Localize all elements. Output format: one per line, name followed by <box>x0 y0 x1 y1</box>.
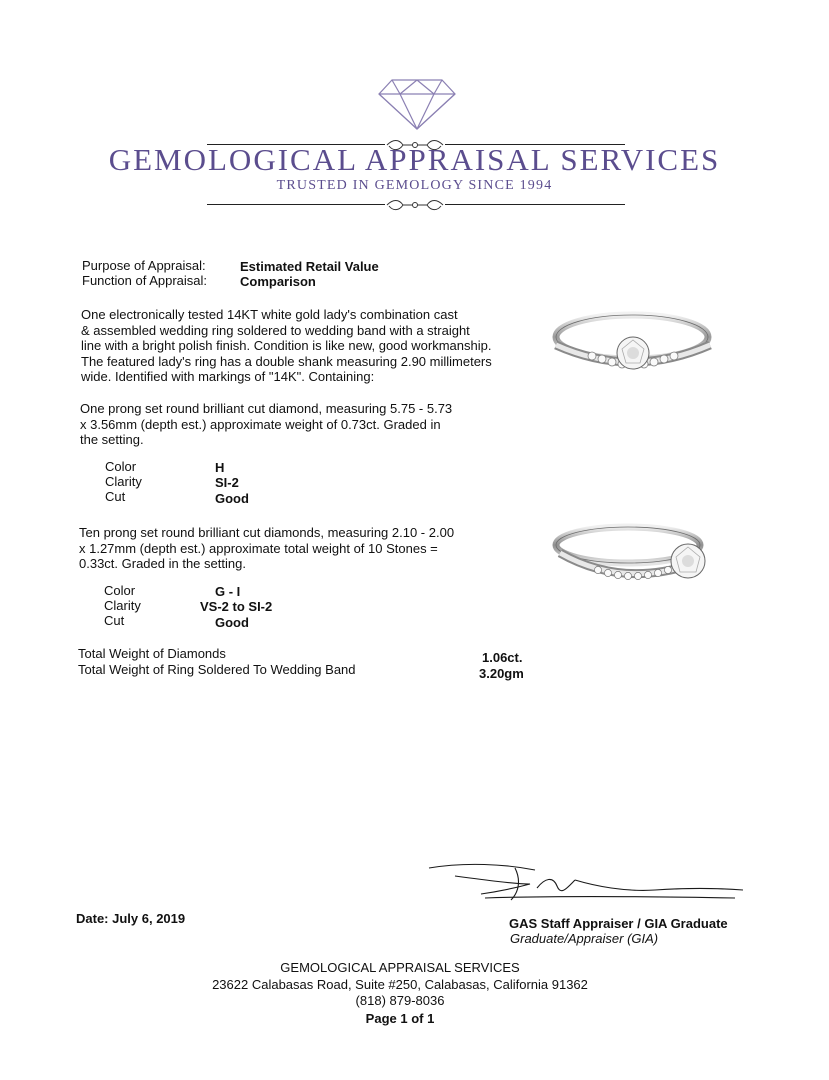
total-ring-label: Total Weight of Ring Soldered To Wedding Band <box>78 662 356 677</box>
side-clarity-label: Clarity <box>104 598 141 613</box>
header-rule-bottom-left <box>207 204 385 205</box>
signature-mark <box>425 858 745 908</box>
side-clarity-value: VS-2 to SI-2 <box>200 599 273 614</box>
center-stone-line: x 3.56mm (depth est.) approximate weight of 0.73ct. Graded in <box>80 416 441 432</box>
description-line: & assembled wedding ring soldered to wedding band with a straight <box>81 322 470 338</box>
description-line: The featured lady's ring has a double shank measuring 2.90 millimeters <box>81 353 492 369</box>
side-color-value: G - I <box>215 584 241 599</box>
footer-company: GEMOLOGICAL APPRAISAL SERVICES <box>280 960 520 975</box>
side-cut-label: Cut <box>104 613 125 628</box>
footer-phone: (818) 879-8036 <box>355 993 445 1008</box>
total-diamonds-label: Total Weight of Diamonds <box>78 646 226 661</box>
footer-address: 23622 Calabasas Road, Suite #250, Calabasas, California 91362 <box>212 977 588 992</box>
item-description <box>81 307 521 385</box>
ring-photo-front <box>550 307 715 387</box>
side-color-label: Color <box>104 583 136 598</box>
brand-tagline: TRUSTED IN GEMOLOGY SINCE 1994 <box>276 178 553 193</box>
side-stones-description <box>79 525 519 572</box>
purpose-label: Purpose of Appraisal: <box>82 258 206 273</box>
center-color-label: Color <box>105 459 137 474</box>
center-cut-label: Cut <box>105 489 126 504</box>
appraisal-date: Date: July 6, 2019 <box>76 911 186 926</box>
description-line: One electronically tested 14KT white gold lady's combination cast <box>81 307 458 322</box>
side-stones-line: 0.33ct. Graded in the setting. <box>79 556 246 571</box>
diamond-outline-icon <box>378 78 456 130</box>
brand-title: GEMOLOGICAL APPRAISAL SERVICES <box>108 142 721 177</box>
description-line: line with a bright polish finish. Condition is like new, good workmanship. <box>81 338 492 353</box>
footer-page-number: Page 1 of 1 <box>365 1011 435 1026</box>
side-stones-line: Ten prong set round brilliant cut diamonds, measuring 2.10 - 2.00 <box>79 525 455 540</box>
ring-photo-side <box>550 517 715 597</box>
appraiser-subtitle: Graduate/Appraiser (GIA) <box>510 931 659 946</box>
function-value: Comparison <box>240 274 316 289</box>
description-line: wide. Identified with markings of "14K". Containing: <box>81 369 375 384</box>
total-diamonds-value: 1.06ct. <box>482 650 523 665</box>
side-cut-value: Good <box>215 615 249 630</box>
appraiser-title: GAS Staff Appraiser / GIA Graduate <box>509 916 728 931</box>
center-stone-line: One prong set round brilliant cut diamond, measuring 5.75 - 5.73 <box>80 401 453 416</box>
header-rule-bottom-right <box>445 204 625 205</box>
function-label: Function of Appraisal: <box>82 273 208 288</box>
center-stone-line: the setting. <box>80 432 144 447</box>
center-cut-value: Good <box>215 491 249 506</box>
total-ring-value: 3.20gm <box>479 666 524 681</box>
center-clarity-label: Clarity <box>105 474 142 489</box>
ornament-bottom-icon <box>385 197 445 213</box>
purpose-value: Estimated Retail Value <box>240 259 379 274</box>
side-stones-line: x 1.27mm (depth est.) approximate total weight of 10 Stones = <box>79 540 438 556</box>
center-stone-description <box>80 401 520 448</box>
center-color-value: H <box>215 460 225 475</box>
center-clarity-value: SI-2 <box>215 475 239 490</box>
